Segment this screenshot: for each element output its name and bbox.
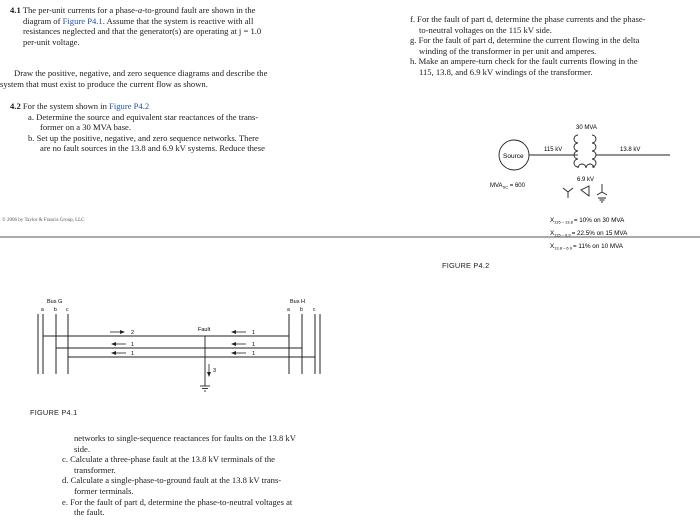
phase-label: c xyxy=(313,307,316,313)
problem-4-1: 4.1 The per-unit currents for a phase-a-to-ground fault are shown in the diagram of Figure P4.1. Assume that the system is reactive with all resistances neglected and that the generator(s) are operating at j = 1.0 per-unit voltage. xyxy=(10,5,262,47)
hv-voltage-label: 115 kV xyxy=(544,147,563,153)
ground-icon xyxy=(200,386,210,391)
mvasc-label: $MVA_{SC} = 600$ xyxy=(490,183,525,190)
problem-4-2-continuation: networks to single-sequence reactances for faults on the 13.8 kV side. c. Calculate a three-phase fault at the 13.8 kV terminals of the transformer. d. Calculate a single-phase-to-ground fault at the 13.8 kV trans- former terminals. e. For the fault of part d, determine the phase-to-neutral voltages at the fault. xyxy=(62,433,296,518)
phase-label: b xyxy=(300,307,303,313)
figure-p4-2-link[interactable]: Figure P4.2 xyxy=(109,101,150,111)
tertiary-winding xyxy=(578,164,594,168)
arrow-right-icon xyxy=(120,330,125,334)
phase-label: a xyxy=(41,307,44,313)
arrow-down-icon xyxy=(207,372,211,377)
current-label: 1 xyxy=(252,330,256,336)
arrow-left-icon xyxy=(231,351,236,355)
grounded-wye-symbol xyxy=(597,184,607,202)
figure-p4-1-link[interactable]: Figure P4.1 xyxy=(62,15,103,26)
bus-g-label: Bus G xyxy=(47,299,63,305)
reactance-13.8-6.9: $X_{13.8 - 6.9}= 11\%$ on 10 MVA xyxy=(550,243,623,251)
problem-4-2: 4.2 For the system shown in Figure P4.2 a. Determine the source and equivalent star reactances of the trans- former on a 30 MVA base. b. Set up the positive, negative, and zero sequence networks. There are no fault sources in the 13.8 and 6.9 kV systems. Reduce these xyxy=(10,101,265,154)
problem-4-2-continued: f. For the fault of part d, determine the phase currents and the phase- to-neutral voltages on the 115 kV side. g. For the fault of part d, determine the current flowing in the delta winding of the transformer in per unit and amperes. h. Make an ampere-turn check for the fault currents flowing in the 115, 13.8, and 6.9 kV windings of the transformer. xyxy=(410,14,646,77)
problem-4-1-task: Draw the positive, negative, and zero sequence diagrams and describe the system that must exist to produce the current flow as shown. xyxy=(0,68,268,89)
phase-label: a xyxy=(287,307,290,313)
figure-p4-1-caption: FIGURE P4.1 xyxy=(30,408,78,417)
delta-symbol xyxy=(581,186,589,196)
figure-p4-1 xyxy=(30,294,360,406)
wye-symbol xyxy=(563,188,573,198)
tv-voltage-label: 6.9 kV xyxy=(577,177,595,183)
arrow-left-icon xyxy=(231,342,236,346)
current-label: 1 xyxy=(131,342,135,348)
current-label: 1 xyxy=(131,351,135,357)
primary-winding xyxy=(574,135,578,167)
bus-h-label: Bus H xyxy=(290,299,305,305)
phase-label: b xyxy=(54,307,57,313)
current-label: 1 xyxy=(252,351,256,357)
reactance-115-6.9: $X_{115 - 6.9}= 22.5\%$ on 15 MVA xyxy=(550,230,628,238)
arrow-left-icon xyxy=(231,330,236,334)
current-label: 2 xyxy=(131,330,135,336)
ground-current-label: 3 xyxy=(213,368,217,374)
problem-number: 4.1 xyxy=(10,5,21,15)
arrow-left-icon xyxy=(111,351,116,355)
secondary-winding xyxy=(592,135,596,167)
phase-label: c xyxy=(66,307,69,313)
reactance-115-13.8: $X_{115 - 13.8}= 10\%$ on 30 MVA xyxy=(550,217,625,225)
figure-p4-2 xyxy=(480,118,695,258)
arrow-left-icon xyxy=(111,342,116,346)
figure-p4-2-caption: FIGURE P4.2 xyxy=(442,261,490,270)
lv-voltage-label: 13.8 kV xyxy=(620,147,641,153)
fault-label: Fault xyxy=(198,327,211,333)
current-label: 1 xyxy=(252,342,256,348)
mva-rating-label: 30 MVA xyxy=(576,125,597,131)
source-label: Source xyxy=(503,153,524,160)
problem-number: 4.2 xyxy=(10,101,21,111)
copyright-notice: © 2006 by Taylor & Francis Group, LLC xyxy=(2,218,85,223)
